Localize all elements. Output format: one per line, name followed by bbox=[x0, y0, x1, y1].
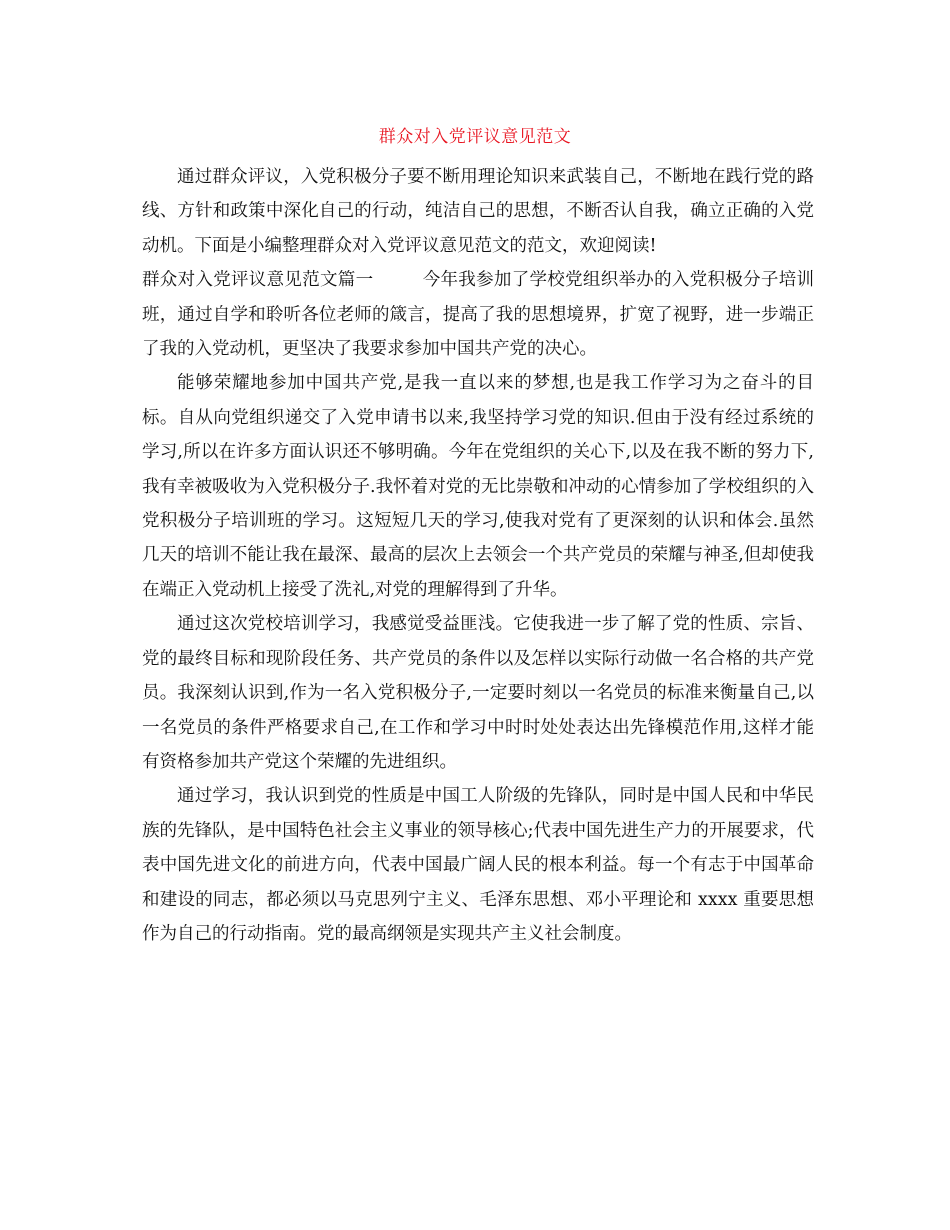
section-heading: 群众对入党评议意见范文篇一 bbox=[142, 270, 374, 291]
body-paragraph-1: 能够荣耀地参加中国共产党,是我一直以来的梦想,也是我工作学习为之奋斗的目标。自从向党组织递交了入党申请书以来,我坚持学习党的知识.但由于没有经过系统的学习,所以在许多方面认识还不够明确。今年在党组织的关心下,以及在我不断的努力下,我有幸被吸收为入党积极分子.我怀着对党的无比崇敬和冲动的心情参加了学校组织的入党积极分子培训班的学习。这短短几天的学习,使我对党有了更深刻的认识和体会.虽然几天的培训不能让我在最深、最高的层次上去领会一个共产党员的荣耀与神圣,但却使我在端正入党动机上接受了洗礼,对党的理解得到了升华。 bbox=[142, 373, 814, 600]
intro-paragraph: 通过群众评议，入党积极分子要不断用理论知识来武装自己，不断地在践行党的路线、方针和政策中深化自己的行动，纯洁自己的思想，不断否认自我，确立正确的入党动机。下面是小编整理群众对入党评议意见范文的范文，欢迎阅读! bbox=[142, 167, 814, 256]
section-first-text: 今年我参加了学校党组织举办的入党积极分子培训班，通过自学和聆听各位老师的箴言，提高了我的思想境界，扩宽了视野，进一步端正了我的入党动机，更坚决了我要求参加中国共产党的决心。 bbox=[142, 270, 815, 360]
body-paragraph-3: 通过学习，我认识到党的性质是中国工人阶级的先锋队，同时是中国人民和中华民族的先锋队，是中国特色社会主义事业的领导核心;代表中国先进生产力的开展要求，代表中国先进文化的前进方向，代表中国最广阔人民的根本利益。每一个有志于中国革命和建设的同志，都必须以马克思列宁主义、毛泽东思想、邓小平理论和 xxxx 重要思想作为自己的行动指南。党的最高纲领是实现共产主义社会制度。 bbox=[142, 786, 814, 944]
document-title: 群众对入党评议意见范文 bbox=[378, 127, 572, 147]
section-paragraph bbox=[142, 263, 814, 366]
document-body bbox=[142, 160, 814, 951]
body-paragraph-2: 通过这次党校培训学习，我感觉受益匪浅。它使我进一步了解了党的性质、宗旨、党的最终目标和现阶段任务、共产党员的条件以及怎样以实际行动做一名合格的共产党员。我深刻认识到,作为一名入党积极分子,一定要时刻以一名党员的标准来衡量自己,以一名党员的条件严格要求自己,在工作和学习中时时处处表达出先锋模范作用,这样才能有资格参加共产党这个荣耀的先进组织。 bbox=[142, 614, 814, 772]
